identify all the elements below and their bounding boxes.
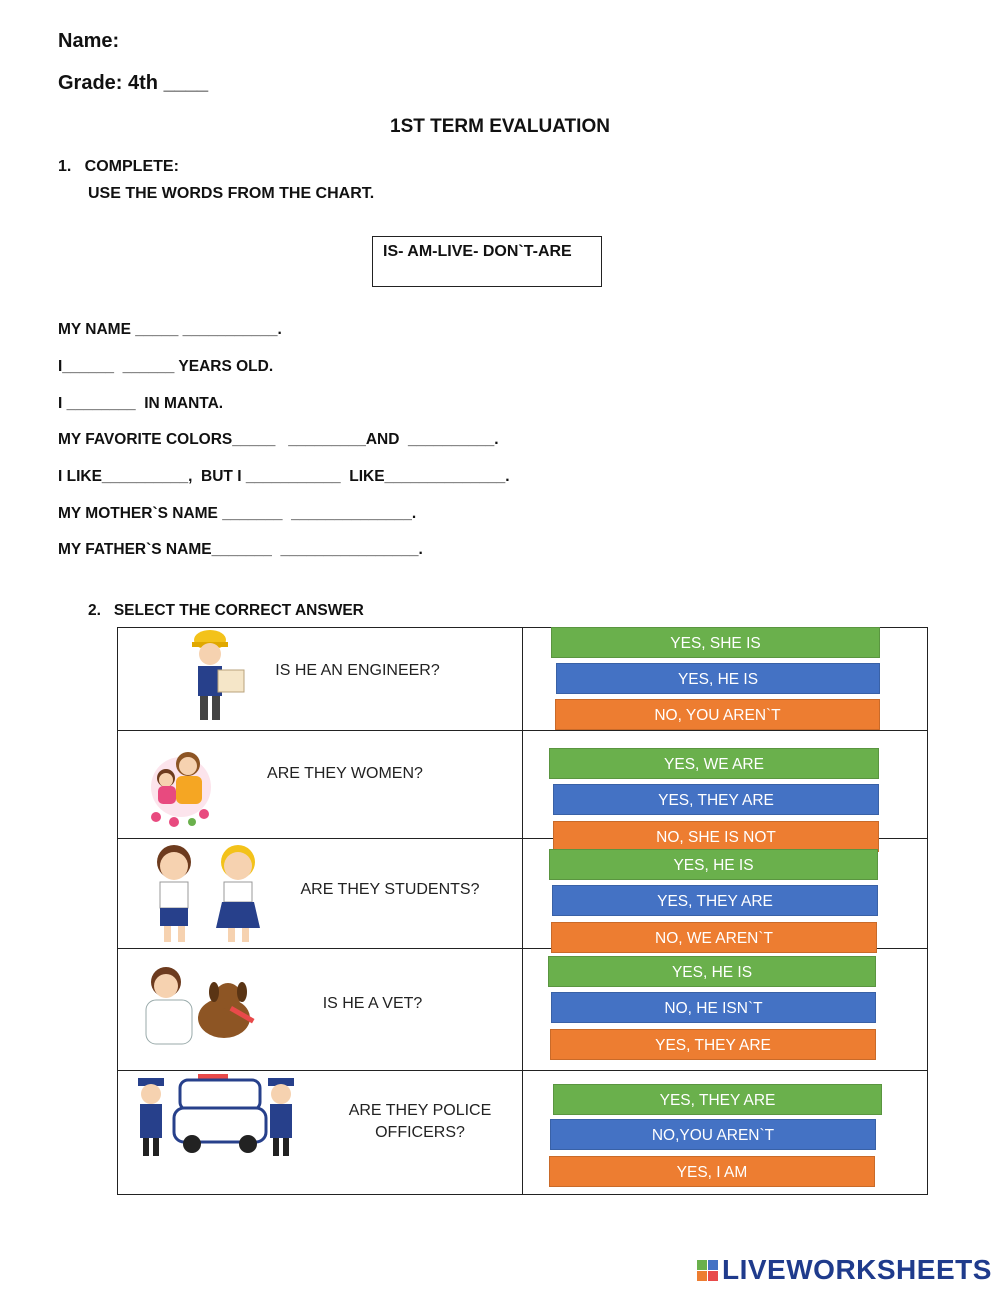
answer-2a[interactable]: YES, WE ARE [549,748,879,779]
question-5-text: ARE THEY POLICE OFFICERS? [348,1102,492,1141]
page-title: 1ST TERM EVALUATION [390,116,610,137]
mother-daughter-picture [136,742,226,832]
vet-picture [128,958,268,1050]
answer-3a[interactable]: YES, HE IS [549,849,878,880]
question-4: IS HE A VET? [322,995,423,1012]
answer-4a[interactable]: YES, HE IS [548,956,876,987]
liveworksheets-logo [697,1255,992,1285]
sentence-2: I______ ______ YEARS OLD. [58,358,274,375]
answer-1a[interactable]: YES, SHE IS [551,627,880,658]
answer-5b[interactable]: NO,YOU AREN`T [550,1119,876,1150]
answer-4c[interactable]: YES, THEY ARE [550,1029,876,1060]
answer-3c[interactable]: NO, WE AREN`T [551,922,877,953]
section1-heading: 1. COMPLETE: [58,158,179,175]
question-5 [340,1100,500,1144]
question-2: ARE THEY WOMEN? [267,765,423,782]
students-picture [126,838,282,946]
engineer-picture [180,628,250,724]
sentence-6: MY MOTHER`S NAME _______ ______________. [58,505,417,522]
answer-5a[interactable]: YES, THEY ARE [553,1084,882,1115]
answer-3b[interactable]: YES, THEY ARE [552,885,878,916]
sentence-1: MY NAME _____ ___________. [58,321,282,338]
sentence-3: I ________ IN MANTA. [58,395,224,412]
answer-2c[interactable]: NO, SHE IS NOT [553,821,879,852]
sentence-7: MY FATHER`S NAME_______ ________________. [58,541,423,558]
answer-4b[interactable]: NO, HE ISN`T [551,992,876,1023]
answer-1b[interactable]: YES, HE IS [556,663,880,694]
logo-cubes-icon [697,1260,718,1281]
section1-instruction: USE THE WORDS FROM THE CHART. [88,185,375,202]
question-3: ARE THEY STUDENTS? [300,881,480,898]
answer-2b[interactable]: YES, THEY ARE [553,784,879,815]
sentence-4: MY FAVORITE COLORS_____ _________AND __________. [58,431,499,448]
police-picture [132,1068,302,1164]
answer-1c[interactable]: NO, YOU AREN`T [555,699,880,730]
word-chart: IS- AM-LIVE- DON`T-ARE [372,236,602,287]
sentence-5: I LIKE__________, BUT I ___________ LIKE______________. [58,468,510,485]
name-label: Name: [58,30,120,52]
grade-label: Grade: 4th ____ [58,72,209,94]
question-1: IS HE AN ENGINEER? [275,662,440,679]
answer-5c[interactable]: YES, I AM [549,1156,875,1187]
section2-heading: 2. SELECT THE CORRECT ANSWER [88,602,364,619]
logo-text: LIVEWORKSHEETS [722,1254,992,1285]
